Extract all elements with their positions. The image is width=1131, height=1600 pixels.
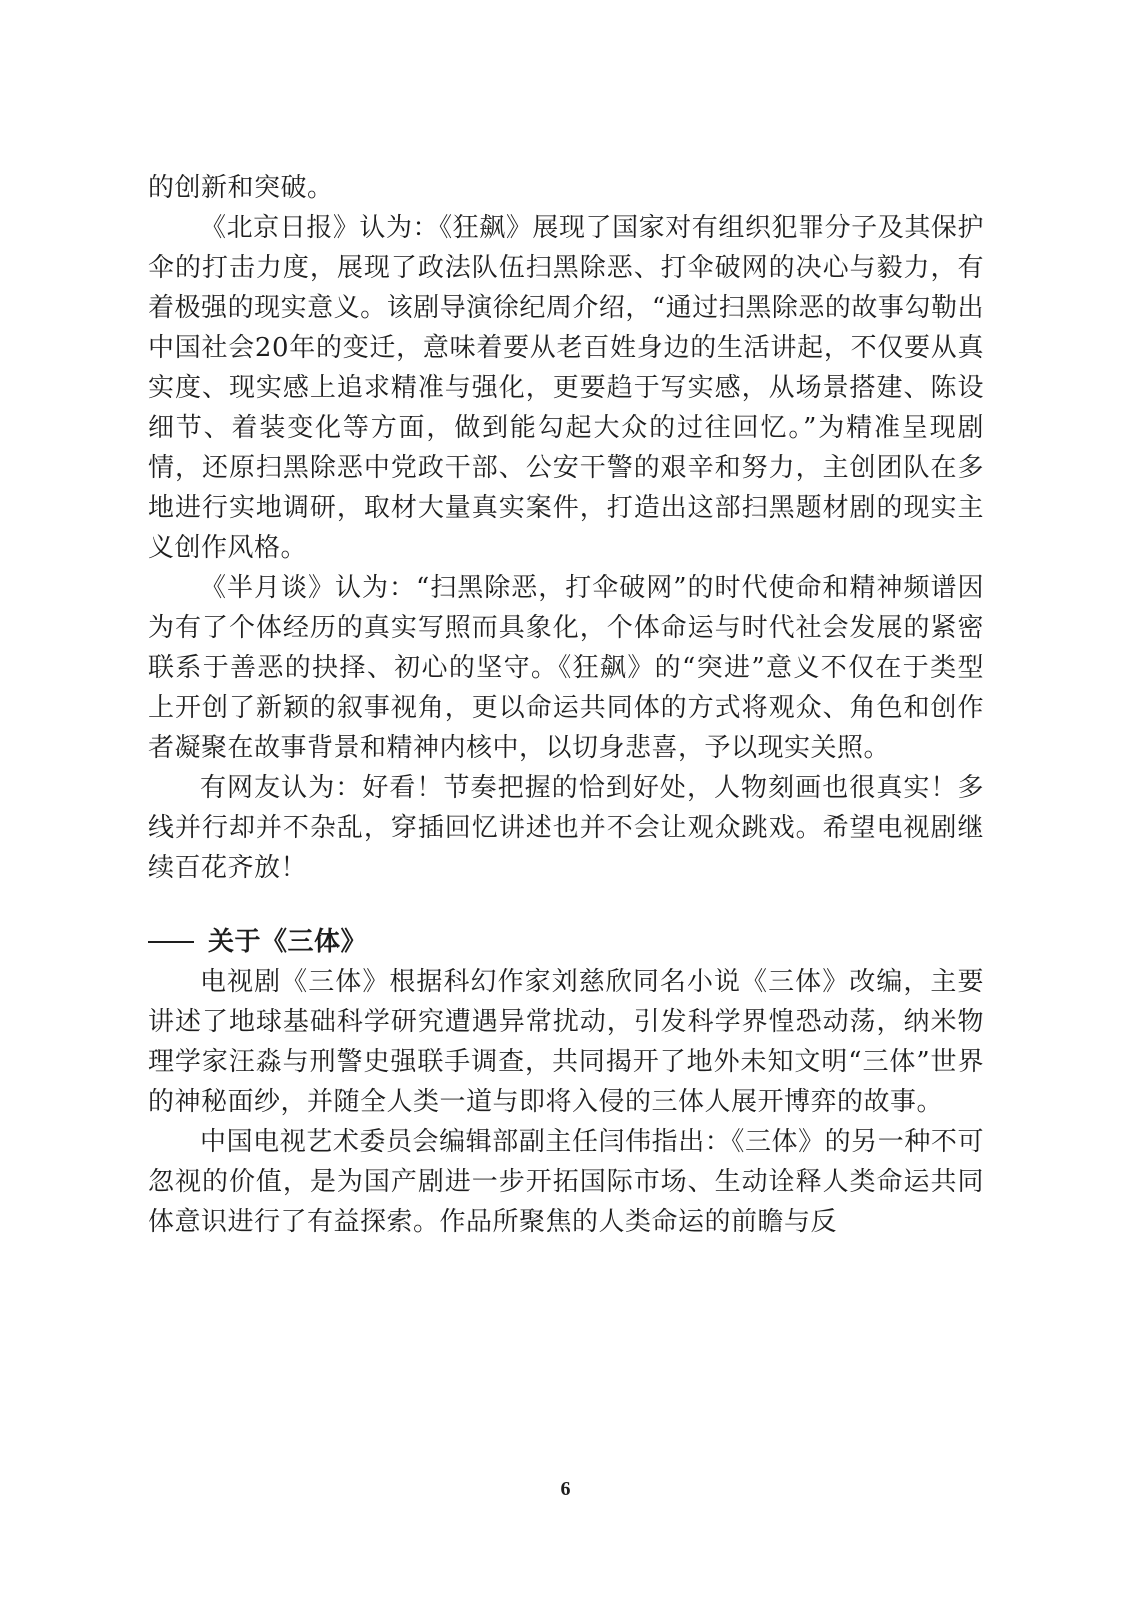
paragraph-yan-wei: 中国电视艺术委员会编辑部副主任闫伟指出：《三体》的另一种不可忽视的价值，是为国产剧进一步开拓国际市场、生动诠释人类命运共同体意识进行了有益探索。作品所聚焦的人类命运的前瞻与反	[148, 1127, 984, 1237]
paragraph-netizen: 有网友认为：好看！节奏把握的恰到好处，人物刻画也很真实！多线并行却并不杂乱，穿插回忆讲述也并不会让观众跳戏。希望电视剧继续百花齐放！	[148, 773, 984, 883]
page-number: 6	[560, 1478, 571, 1500]
section-heading	[148, 922, 984, 962]
body-text	[148, 168, 984, 1242]
paragraph-three-body-intro: 电视剧《三体》根据科幻作家刘慈欣同名小说《三体》改编，主要讲述了地球基础科学研究遭遇异常扰动，引发科学界惶恐动荡，纳米物理学家汪淼与刑警史强联手调查，共同揭开了地外未知文明“三体”世界的神秘面纱，并随全人类一道与即将入侵的三体人展开博弈的故事。	[148, 967, 984, 1117]
paragraph-beijing-daily: 《北京日报》认为：《狂飙》展现了国家对有组织犯罪分子及其保护伞的打击力度，展现了政法队伍扫黑除恶、打伞破网的决心与毅力，有着极强的现实意义。该剧导演徐纪周介绍，“通过扫黑除恶的故事勾勒出中国社会20年的变迁，意味着要从老百姓身边的生活讲起，不仅要从真实度、现实感上追求精准与强化，更要趋于写实感，从场景搭建、陈设细节、着装变化等方面，做到能勾起大众的过往回忆。”为精准呈现剧情，还原扫黑除恶中党政干部、公安干警的艰辛和努力，主创团队在多地进行实地调研，取材大量真实案件，打造出这部扫黑题材剧的现实主义创作风格。	[148, 213, 984, 563]
heading-dash-line	[148, 941, 194, 943]
paragraph-banyuetan: 《半月谈》认为：“扫黑除恶，打伞破网”的时代使命和精神频谱因为有了个体经历的真实写照而具象化，个体命运与时代社会发展的紧密联系于善恶的抉择、初心的坚守。《狂飙》的“突进”意义不仅在于类型上开创了新颖的叙事视角，更以命运共同体的方式将观众、角色和创作者凝聚在故事背景和精神内核中，以切身悲喜，予以现实关照。	[148, 573, 984, 763]
section-heading-text: 关于《三体》	[208, 927, 368, 957]
paragraph-continuation: 的创新和突破。	[148, 173, 334, 203]
